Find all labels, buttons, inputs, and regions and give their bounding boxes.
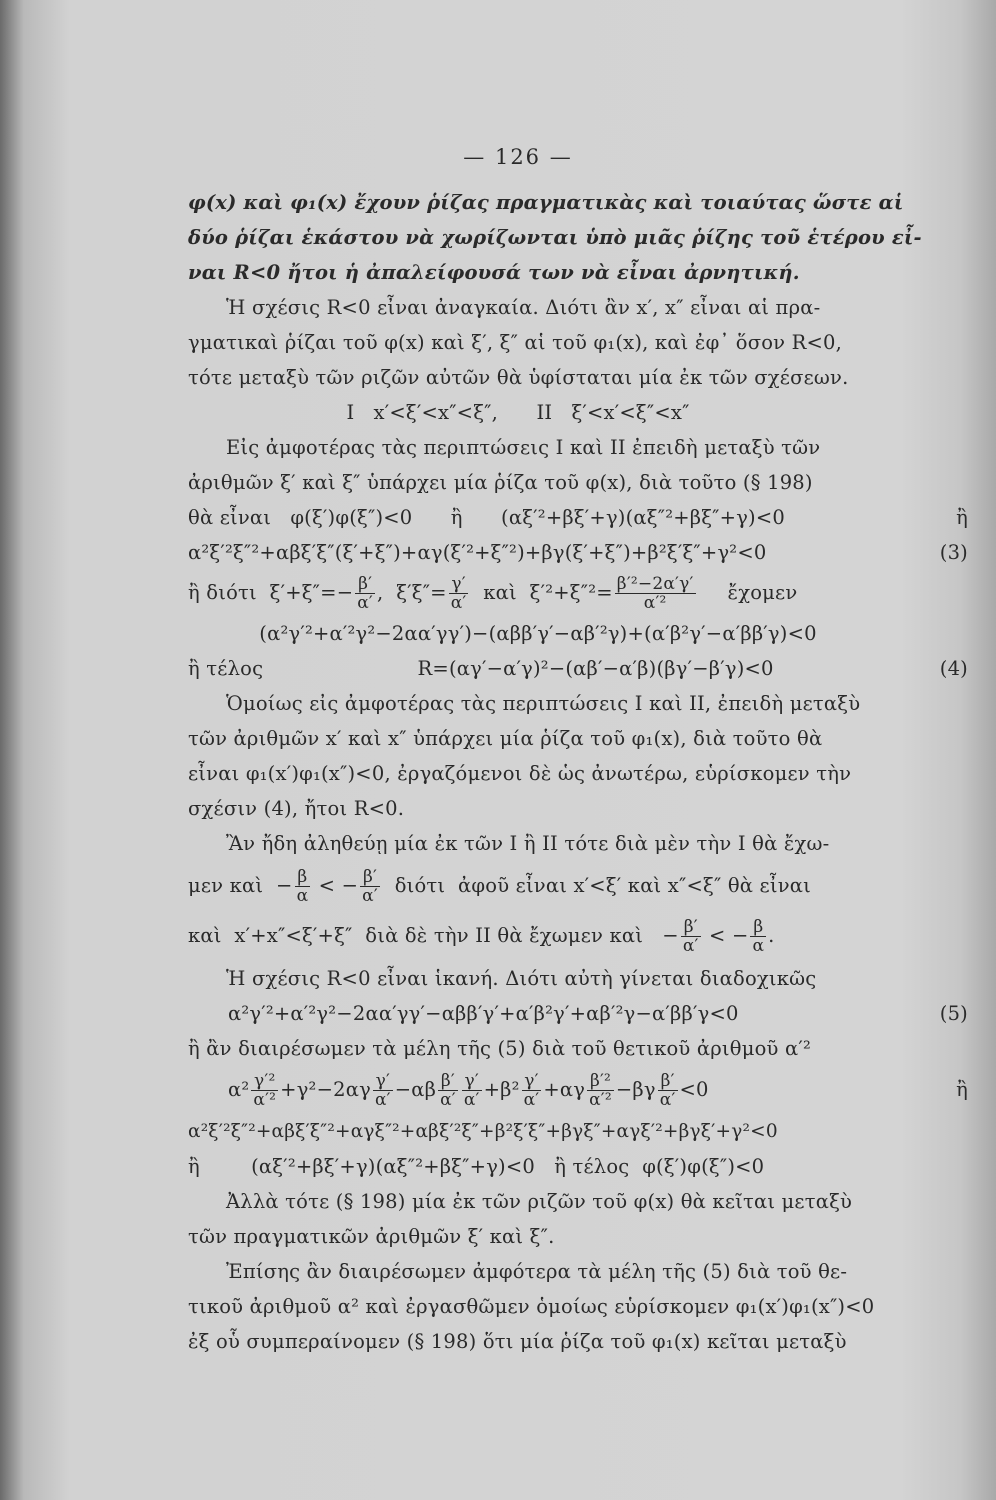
- page-number: — 126 —: [463, 145, 573, 169]
- fraction-denominator: α′²: [253, 1090, 277, 1110]
- if-true-paragraph: [188, 826, 968, 961]
- equation-trailing-or: ἢ: [956, 1078, 968, 1101]
- fraction-numerator: β′: [658, 1072, 678, 1091]
- intro-line: δύο ῥίζαι ἑκάστου νὰ χωρίζωνται ὑπὸ μιᾶς ῥίζης τοῦ ἑτέρου εἶ-: [188, 226, 922, 249]
- fraction-denominator: α′: [362, 886, 378, 906]
- equation-body: [188, 1066, 709, 1114]
- fraction-numerator: γ′²: [251, 1072, 278, 1091]
- fraction: [615, 575, 696, 612]
- fraction: [750, 918, 766, 955]
- equation-lead: ἢ τέλος: [188, 657, 264, 680]
- text-fragment: .: [768, 924, 775, 947]
- text-fragment: καὶ x′+x″<ξ′+ξ″ διὰ δὲ τὴν II θὰ ἔχωμεν καὶ −: [188, 924, 679, 947]
- inequality-line: [188, 911, 968, 961]
- equation-number: (4): [939, 657, 968, 680]
- fraction-numerator: γ′: [462, 1072, 482, 1091]
- vieta-relations-line: [188, 570, 968, 616]
- fraction-denominator: α′: [450, 593, 467, 613]
- fraction-denominator: α′: [463, 1090, 480, 1110]
- fraction-numerator: β′²: [587, 1072, 614, 1091]
- intro-line: ναι R<0 ἤτοι ἡ ἀπαλείφουσά των νὰ εἶναι ἀρνητική.: [188, 261, 800, 284]
- fraction-denominator: α′²: [643, 593, 667, 613]
- equation-divided: [188, 1066, 968, 1114]
- term: α²: [228, 1078, 250, 1101]
- text-line: σχέσιν (4), ἤτοι R<0.: [188, 797, 405, 820]
- text-line: ἀριθμῶν ξ′ καὶ ξ″ ὑπάρχει μία ῥίζα τοῦ φ(x), διὰ τοῦτο (§ 198): [188, 471, 813, 494]
- equation-number: (3): [939, 541, 968, 564]
- fraction-numerator: γ′: [522, 1072, 542, 1091]
- text-fragment: μεν καὶ −: [188, 874, 293, 897]
- fraction-numerator: β′²−2α′γ′: [616, 574, 694, 594]
- fraction: [438, 1072, 458, 1109]
- necessity-paragraph: [188, 290, 968, 395]
- text-fragment: ἔχομεν: [727, 581, 798, 604]
- text-fragment: < −: [312, 874, 359, 897]
- text-fragment: , ξ′ξ″=: [377, 581, 447, 604]
- equation-expanded-xi: α²ξ′²ξ″²+αβξ′ξ″²+αγξ″²+αβξ′²ξ″+β²ξ′ξ″+βγξ″+αγξ′²+βγξ′+γ²<0: [188, 1121, 778, 1142]
- equation-3: [188, 535, 968, 570]
- fraction-numerator: β′: [355, 575, 375, 594]
- text-fragment: διότι ἀφοῦ εἶναι x′<ξ′ καὶ x″<ξ″ θὰ εἶναι: [381, 874, 811, 897]
- text-fragment: < −: [702, 924, 749, 947]
- term: +αγ: [543, 1078, 586, 1101]
- term: +β²: [483, 1078, 520, 1101]
- fraction: [251, 1072, 278, 1109]
- term: −αβ: [394, 1078, 437, 1101]
- also-paragraph: [188, 1254, 968, 1359]
- text-line: τικοῦ ἀριθμοῦ α² καὶ ἐργασθῶμεν ὁμοίως εὑρίσκομεν φ₁(x′)φ₁(x″)<0: [188, 1295, 875, 1318]
- equation-phi-final: ἢ (αξ′²+βξ′+γ)(αξ″²+βξ″+γ)<0 ἢ τέλος φ(ξ′)φ(ξ″)<0: [188, 1155, 765, 1178]
- fraction-numerator: γ′: [373, 1072, 393, 1091]
- text-line: ἐξ οὗ συμπεραίνομεν (§ 198) ὅτι μία ῥίζα τοῦ φ₁(x) κεῖται μεταξὺ: [188, 1330, 847, 1353]
- fraction: [449, 575, 469, 612]
- text-line: Εἰς ἀμφοτέρας τὰς περιπτώσεις I καὶ II ἐπειδὴ μεταξὺ τῶν: [226, 436, 821, 459]
- fraction-denominator: α′: [523, 1090, 540, 1110]
- fraction: [355, 575, 375, 612]
- equation-trailing-or: ἢ: [956, 506, 968, 529]
- equation-4: [188, 651, 968, 686]
- equation-expanded: (α²γ′²+α′²γ²−2αα′γγ′)−(αββ′γ′−αβ′²γ)+(α′β²γ′−α′ββ′γ)<0: [259, 622, 817, 645]
- fraction: [587, 1072, 614, 1109]
- equation-5: [188, 996, 968, 1031]
- fraction-denominator: α′: [682, 936, 699, 956]
- fraction-denominator: α: [752, 936, 765, 956]
- fraction: [360, 868, 380, 905]
- fraction-numerator: β: [750, 918, 766, 937]
- text-fragment: ἢ διότι ξ′+ξ″=−: [188, 581, 354, 604]
- text-line: Ὁμοίως εἰς ἀμφοτέρας τὰς περιπτώσεις I καὶ II, ἐπειδὴ μεταξὺ: [226, 692, 861, 715]
- fraction: [681, 918, 701, 955]
- fraction-numerator: β′: [438, 1072, 458, 1091]
- both-cases-paragraph: [188, 430, 968, 500]
- equation-body: θὰ εἶναι φ(ξ′)φ(ξ″)<0 ἢ (αξ′²+βξ′+γ)(αξ″²+βξ″+γ)<0: [188, 506, 785, 529]
- inequality-line: [188, 861, 968, 911]
- fraction: [658, 1072, 678, 1109]
- term: +γ²−2αγ: [280, 1078, 371, 1101]
- text-line: Ἀλλὰ τότε (§ 198) μία ἐκ τῶν ριζῶν τοῦ φ(x) θὰ κεῖται μεταξὺ: [226, 1190, 853, 1213]
- equation-body: α²γ′²+α′²γ²−2αα′γγ′−αββ′γ′+α′β²γ′+αβ′²γ−α′ββ′γ<0: [228, 1002, 739, 1025]
- fraction-denominator: α′²: [589, 1090, 612, 1110]
- similarly-paragraph: [188, 686, 968, 826]
- fraction: [462, 1072, 482, 1109]
- sufficiency-line: Ἡ σχέσις R<0 εἶναι ἱκανή. Διότι αὐτὴ γίνεται διαδοχικῶς: [226, 967, 817, 990]
- text-fragment: καὶ ξ′²+ξ″²=: [470, 581, 613, 604]
- text-line: Ἡ σχέσις R<0 εἶναι ἀναγκαία. Διότι ἂν x′, x″ εἶναι αἱ πρα-: [226, 296, 821, 319]
- text-line: γματικαὶ ῥίζαι τοῦ φ(x) καὶ ξ′, ξ″ αἱ τοῦ φ₁(x), καὶ ἐφ᾽ ὅσον R<0,: [188, 331, 843, 354]
- equation-body: α²ξ′²ξ″²+αβξ′ξ″(ξ′+ξ″)+αγ(ξ′²+ξ″²)+βγ(ξ′+ξ″)+β²ξ′ξ″+γ²<0: [188, 541, 767, 564]
- equation-body: R=(αγ′−α′γ)²−(αβ′−α′β)(βγ′−β′γ)<0: [417, 657, 774, 680]
- fraction-numerator: γ′: [449, 575, 469, 594]
- text-line: Ἐπίσης ἂν διαιρέσωμεν ἀμφότερα τὰ μέλη τῆς (5) διὰ τοῦ θε-: [226, 1260, 848, 1283]
- text-line: εἶναι φ₁(x′)φ₁(x″)<0, ἐργαζόμενοι δὲ ὡς ἀνωτέρω, εὑρίσκομεν τὴν: [188, 762, 852, 785]
- conclusion-paragraph: [188, 1184, 968, 1254]
- fraction-numerator: β′: [681, 918, 701, 937]
- fraction: [522, 1072, 542, 1109]
- divide-line: ἢ ἂν διαιρέσωμεν τὰ μέλη τῆς (5) διὰ τοῦ θετικοῦ ἀριθμοῦ α′²: [188, 1037, 811, 1060]
- fraction-denominator: α′: [440, 1090, 456, 1110]
- term: −βγ: [615, 1078, 656, 1101]
- fraction-denominator: α′: [357, 593, 373, 613]
- cases-equation: I x′<ξ′<x″<ξ″, II ξ′<x′<ξ″<x″: [346, 401, 690, 424]
- intro-line: φ(x) καὶ φ₁(x) ἔχουν ῥίζας πραγματικὰς καὶ τοιαύτας ὥστε αἱ: [188, 191, 904, 214]
- fraction-numerator: β′: [360, 868, 380, 887]
- fraction-denominator: α: [296, 886, 309, 906]
- term: <0: [679, 1078, 709, 1101]
- fraction-numerator: β: [295, 868, 311, 887]
- text-line: τῶν πραγματικῶν ἀριθμῶν ξ′ καὶ ξ″.: [188, 1225, 555, 1248]
- fraction-denominator: α′: [659, 1090, 676, 1110]
- fraction-denominator: α′: [374, 1090, 391, 1110]
- page-content: [188, 140, 968, 1359]
- fraction: [295, 868, 311, 905]
- text-line: Ἂν ἤδη ἀληθεύῃ μία ἐκ τῶν I ἢ II τότε διὰ μὲν τὴν I θὰ ἔχω-: [226, 832, 830, 855]
- text-line: τῶν ἀριθμῶν x′ καὶ x″ ὑπάρχει μία ῥίζα τοῦ φ₁(x), διὰ τοῦτο θὰ: [188, 727, 823, 750]
- equation-number: (5): [939, 1002, 968, 1025]
- equation-phi-product: [188, 500, 968, 535]
- fraction: [373, 1072, 393, 1109]
- intro-paragraph: [188, 185, 968, 290]
- text-line: τότε μεταξὺ τῶν ριζῶν αὐτῶν θὰ ὑφίσταται μία ἐκ τῶν σχέσεων.: [188, 366, 849, 389]
